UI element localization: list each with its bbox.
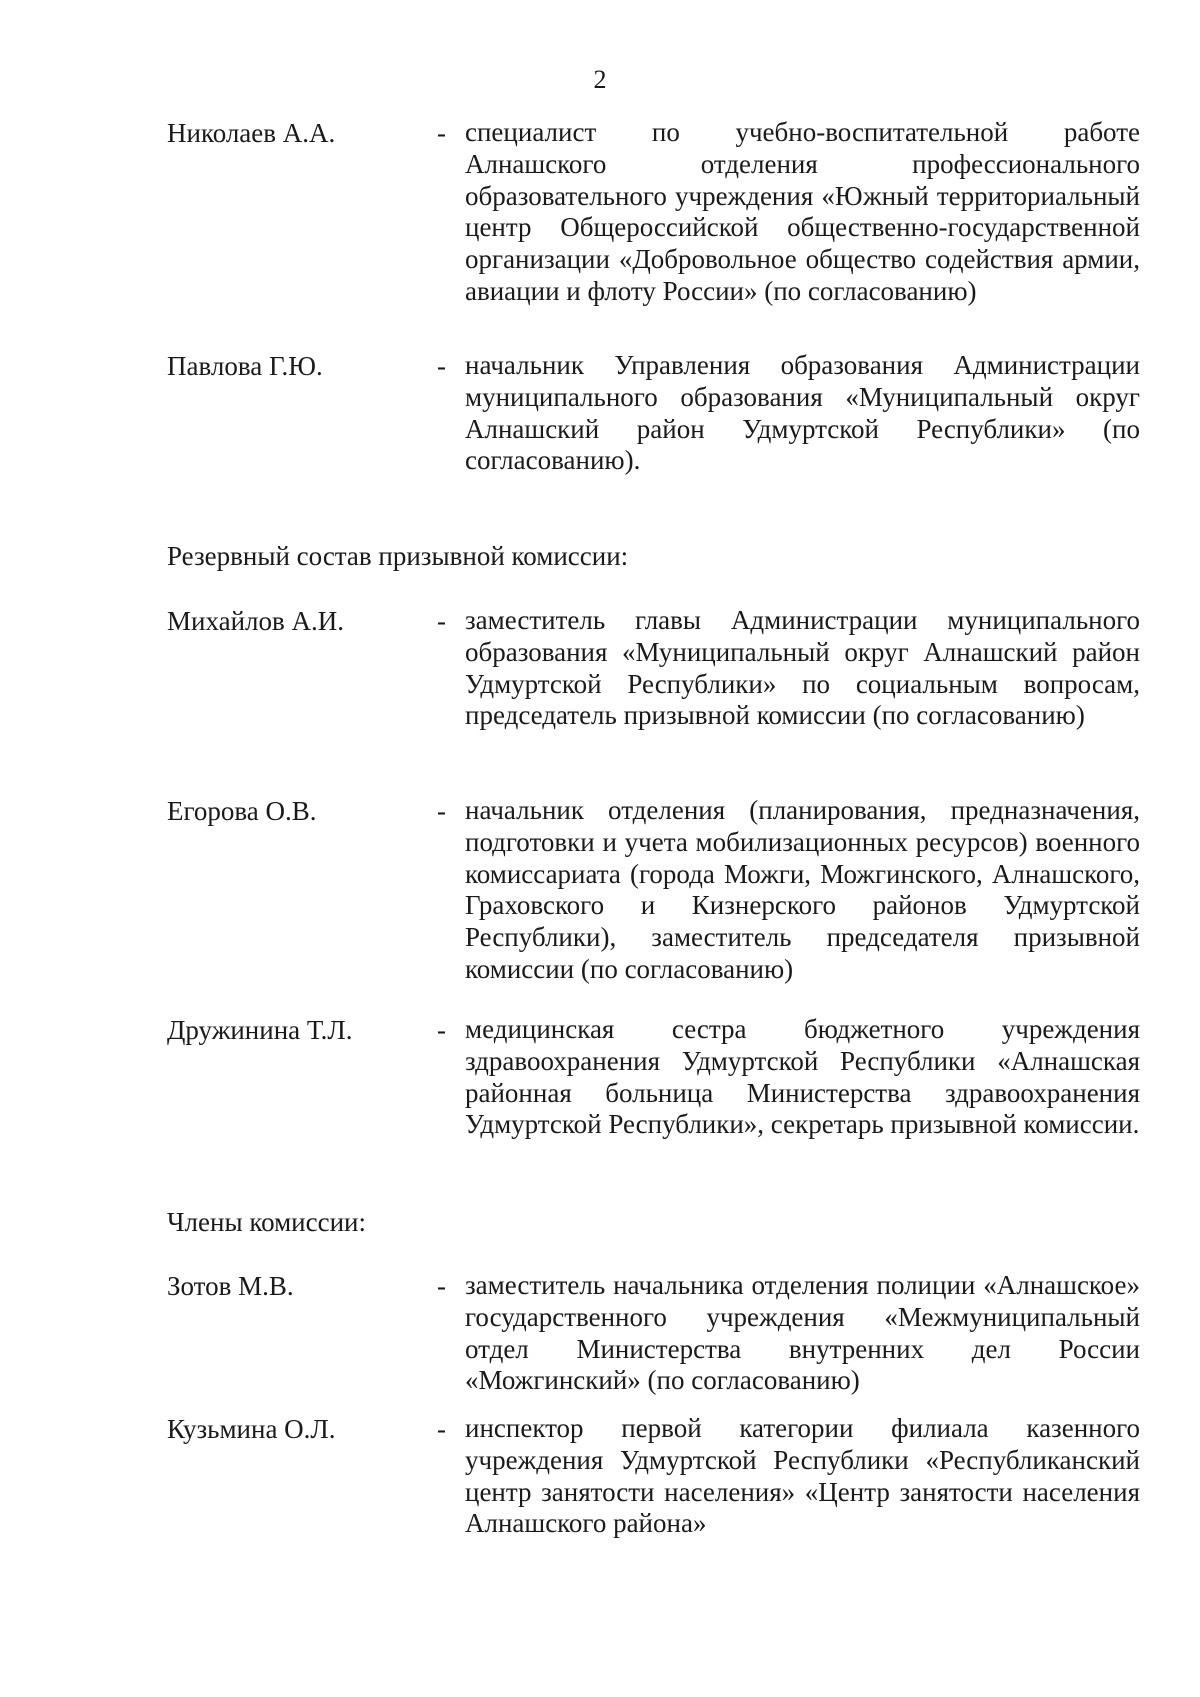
- member-name: Николаев А.А.: [167, 118, 336, 148]
- member-dash: -: [437, 1414, 446, 1444]
- member-description: заместитель главы Администрации муниципального образования «Муниципальный округ Алнашский район Удмуртской Республики» по социальным вопросам, председатель призывной комиссии (по согласованию): [465, 605, 1140, 731]
- member-description: начальник Управления образования Администрации муниципального образования «Муниципальный округ Алнашский район Удмуртской Республики» (по согласованию).: [465, 350, 1140, 476]
- member-dash: -: [437, 351, 446, 381]
- member-name: Павлова Г.Ю.: [167, 351, 323, 381]
- member-dash: -: [437, 1271, 446, 1301]
- member-description: медицинская сестра бюджетного учреждения здравоохранения Удмуртской Республики «Алнашская районная больница Министерства здравоохранения Удмуртской Республики», секретарь призывной комиссии.: [465, 1014, 1140, 1140]
- page-number: 2: [593, 65, 607, 94]
- member-dash: -: [437, 606, 446, 636]
- member-name: Кузьмина О.Л.: [167, 1414, 336, 1444]
- member-description: заместитель начальника отделения полиции «Алнашское» государственного учреждения «Межмуниципальный отдел Министерства внутренних дел России «Можгинский» (по согласованию): [465, 1270, 1140, 1396]
- member-dash: -: [437, 796, 446, 826]
- members-heading: Члены комиссии:: [167, 1207, 366, 1237]
- member-dash: -: [437, 1015, 446, 1045]
- member-description: инспектор первой категории филиала казенного учреждения Удмуртской Республики «Республиканский центр занятости населения» «Центр занятости населения Алнашского района»: [465, 1413, 1140, 1539]
- member-dash: -: [437, 118, 446, 148]
- member-description: начальник отделения (планирования, предназначения, подготовки и учета мобилизационных ресурсов) военного комиссариата (города Можги, Можгинского, Алнашского, Граховского и Кизнерского районов Удмуртской Республики), заместитель председателя призывной комиссии (по согласованию): [465, 795, 1140, 984]
- member-name: Зотов М.В.: [167, 1271, 294, 1301]
- member-name: Дружинина Т.Л.: [167, 1015, 353, 1045]
- member-description: специалист по учебно-воспитательной работе Алнашского отделения профессионального образовательного учреждения «Южный территориальный центр Общероссийской общественно-государственной организации «Добровольное общество содействия армии, авиации и флоту России» (по согласованию): [465, 117, 1140, 306]
- reserve-heading: Резервный состав призывной комиссии:: [167, 541, 629, 571]
- member-name: Михайлов А.И.: [167, 606, 345, 636]
- member-name: Егорова О.В.: [167, 796, 317, 826]
